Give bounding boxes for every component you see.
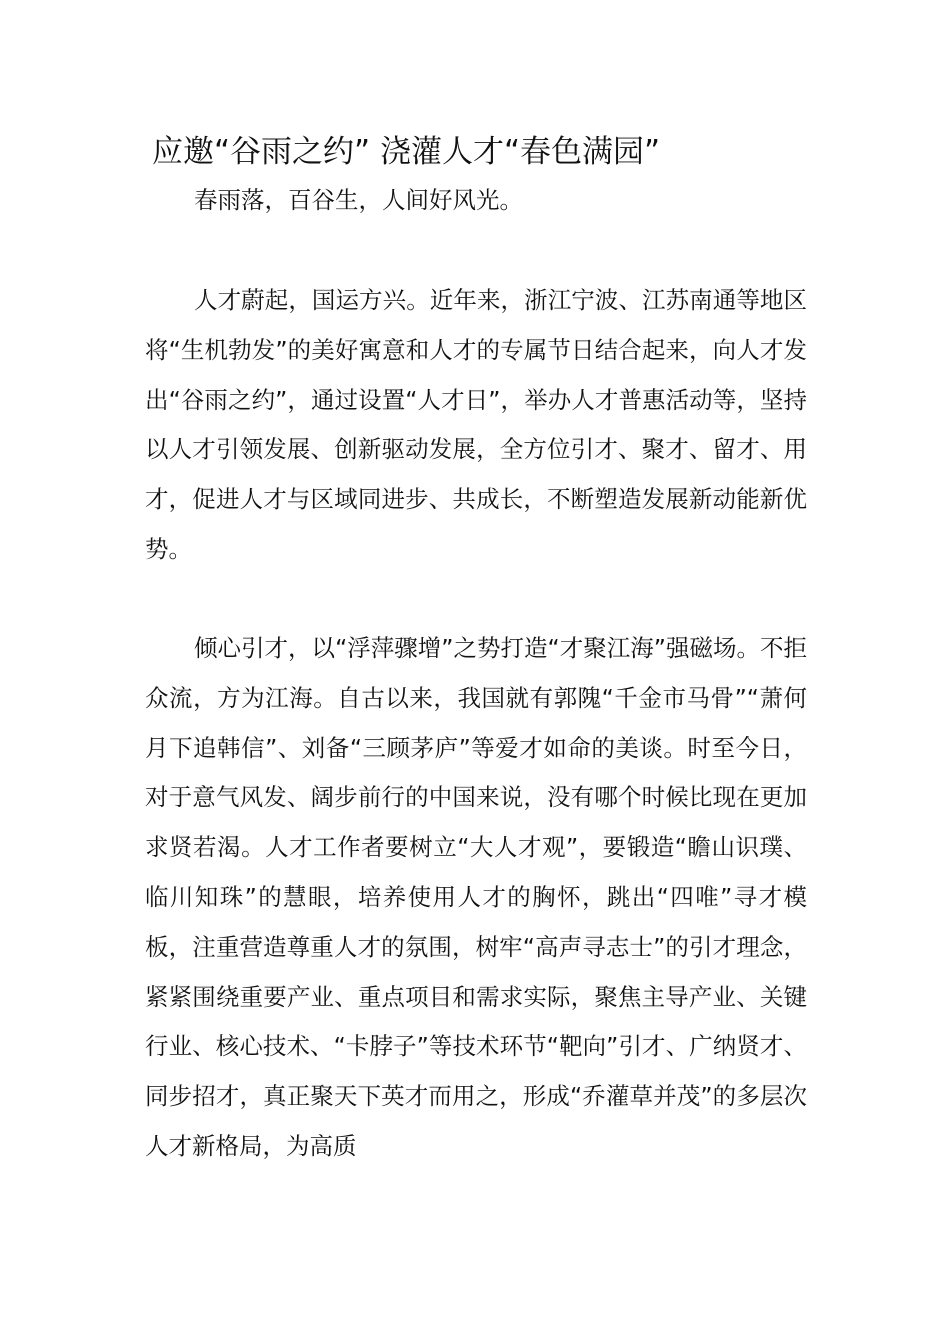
paragraph-1: 人才蔚起，国运方兴。近年来，浙江宁波、江苏南通等地区将“生机勃发”的美好寓意和人才的专属节日结合起来，向人才发出“谷雨之约”，通过设置“人才日”，举办人才普惠活动等，坚持以人才引领发展、创新驱动发展，全方位引才、聚才、留才、用才，促进人才与区域同进步、共成长，不断塑造发展新动能新优势。 xyxy=(145,286,807,563)
lead-line: 春雨落，百谷生，人间好风光。 xyxy=(194,186,523,214)
document-title: 应邀“谷雨之约” 浇灌人才“春色满园” xyxy=(152,134,661,170)
paragraph-2: 倾心引才，以“浮萍骤增”之势打造“才聚江海”强磁场。不拒众流，方为江海。自古以来，我国就有郭隗“千金市马骨”“萧何月下追韩信”、刘备“三顾茅庐”等爱才如命的美谈。时至今日，对于意气风发、阔步前行的中国来说，没有哪个时候比现在更加求贤若渴。人才工作者要树立“大人才观”，要锻造“瞻山识璞、临川知珠”的慧眼，培养使用人才的胸怀，跳出“四唯”寻才模板，注重营造尊重人才的氛围，树牢“高声寻志士”的引才理念，紧紧围绕重要产业、重点项目和需求实际，聚焦主导产业、关键行业、核心技术、“卡脖子”等技术环节“靶向”引才、广纳贤才、同步招才，真正聚天下英才而用之，形成“乔灌草并茂”的多层次人才新格局，为高质 xyxy=(145,634,807,1160)
